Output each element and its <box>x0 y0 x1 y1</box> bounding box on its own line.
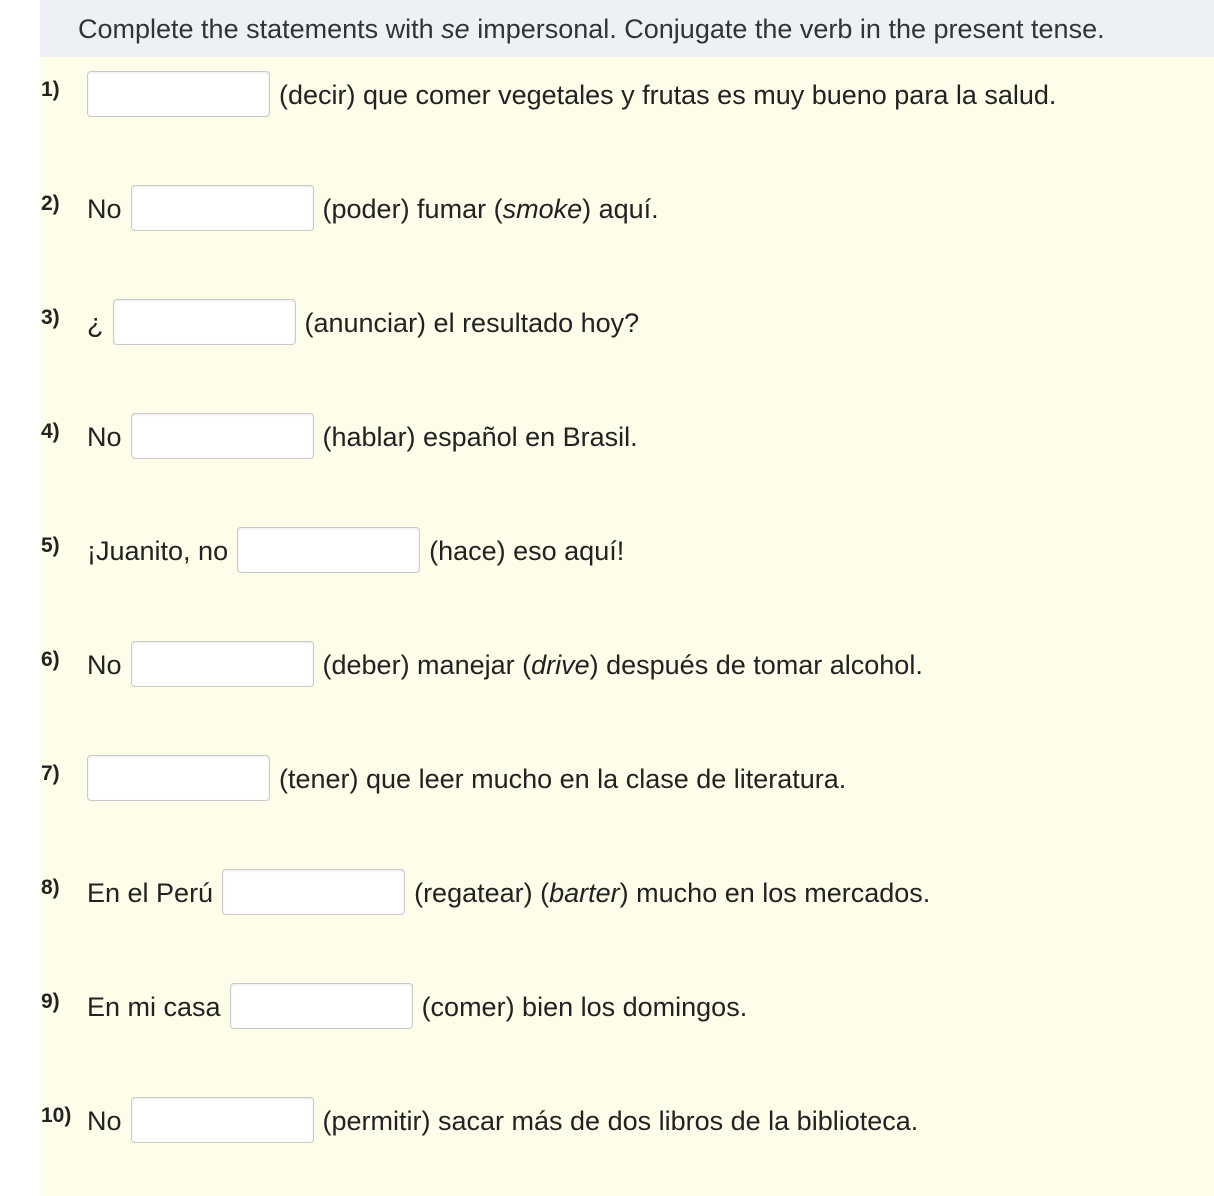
verb-clause: (regatear) ( <box>414 878 550 908</box>
instructions-text-end: impersonal. Conjugate the verb in the present tense. <box>469 14 1105 44</box>
sentence-continuation <box>323 418 638 456</box>
sentence-continuation <box>279 76 1056 114</box>
verb-clause: (hablar) español en Brasil. <box>322 422 638 452</box>
question-number: 10) <box>41 1104 72 1127</box>
question-4 <box>0 418 1214 466</box>
question-sentence <box>87 988 747 1029</box>
answer-input-2[interactable] <box>131 185 314 231</box>
question-sentence <box>87 1102 918 1143</box>
question-number: 1) <box>41 78 60 101</box>
sentence-continuation <box>305 304 640 342</box>
answer-input-7[interactable] <box>87 755 270 801</box>
verb-clause: (comer) bien los domingos. <box>421 992 748 1022</box>
sentence-lead: No <box>87 422 122 452</box>
question-8 <box>0 874 1214 922</box>
sentence-lead: ¿ <box>87 308 104 338</box>
verb-clause: (anunciar) el resultado hoy? <box>304 308 640 338</box>
answer-input-10[interactable] <box>131 1097 314 1143</box>
question-7 <box>0 760 1214 808</box>
question-number: 4) <box>41 420 60 443</box>
question-number: 2) <box>41 192 60 215</box>
answer-input-3[interactable] <box>113 299 296 345</box>
sentence-end: ) mucho en los mercados. <box>619 878 931 908</box>
answer-input-9[interactable] <box>230 983 413 1029</box>
question-sentence <box>87 760 846 801</box>
question-sentence <box>87 532 624 573</box>
question-3 <box>0 304 1214 352</box>
sentence-continuation <box>323 1102 919 1140</box>
question-2 <box>0 190 1214 238</box>
question-10 <box>0 1102 1214 1150</box>
question-number: 6) <box>41 648 60 671</box>
sentence-end: ) aquí. <box>582 194 659 224</box>
english-gloss: drive <box>531 650 590 680</box>
question-number: 3) <box>41 306 60 329</box>
answer-input-6[interactable] <box>131 641 314 687</box>
sentence-end: ) después de tomar alcohol. <box>589 650 923 680</box>
sentence-lead: En mi casa <box>87 992 221 1022</box>
verb-clause: (permitir) sacar más de dos libros de la biblioteca. <box>322 1106 919 1136</box>
english-gloss: barter <box>549 878 620 908</box>
verb-clause: (poder) fumar ( <box>322 194 503 224</box>
question-sentence <box>87 76 1056 117</box>
answer-input-8[interactable] <box>222 869 405 915</box>
question-sentence <box>87 418 638 459</box>
answer-input-1[interactable] <box>87 71 270 117</box>
verb-clause: (tener) que leer mucho en la clase de literatura. <box>279 764 847 794</box>
instructions-italic: se <box>441 14 470 44</box>
question-1 <box>0 76 1214 124</box>
sentence-lead: No <box>87 1106 122 1136</box>
sentence-continuation <box>414 874 930 912</box>
sentence-continuation <box>323 646 923 684</box>
sentence-lead: En el Perú <box>87 878 214 908</box>
question-sentence <box>87 646 923 687</box>
question-6 <box>0 646 1214 694</box>
sentence-continuation <box>422 988 748 1026</box>
instructions <box>40 0 1214 57</box>
question-sentence <box>87 304 639 345</box>
question-number: 9) <box>41 990 60 1013</box>
question-sentence <box>87 190 659 231</box>
question-number: 5) <box>41 534 60 557</box>
english-gloss: smoke <box>502 194 583 224</box>
instructions-text: Complete the statements with <box>78 14 442 44</box>
sentence-continuation <box>429 532 624 570</box>
sentence-lead: No <box>87 194 122 224</box>
question-sentence <box>87 874 930 915</box>
sentence-lead: No <box>87 650 122 680</box>
question-number: 7) <box>41 762 60 785</box>
question-number: 8) <box>41 876 60 899</box>
question-5 <box>0 532 1214 580</box>
verb-clause: (hace) eso aquí! <box>429 536 625 566</box>
sentence-lead: ¡Juanito, no <box>87 536 229 566</box>
sentence-continuation <box>279 760 846 798</box>
answer-input-4[interactable] <box>131 413 314 459</box>
answer-input-5[interactable] <box>237 527 420 573</box>
verb-clause: (deber) manejar ( <box>322 650 532 680</box>
sentence-continuation <box>323 190 659 228</box>
verb-clause: (decir) que comer vegetales y frutas es muy bueno para la salud. <box>279 80 1057 110</box>
question-9 <box>0 988 1214 1036</box>
